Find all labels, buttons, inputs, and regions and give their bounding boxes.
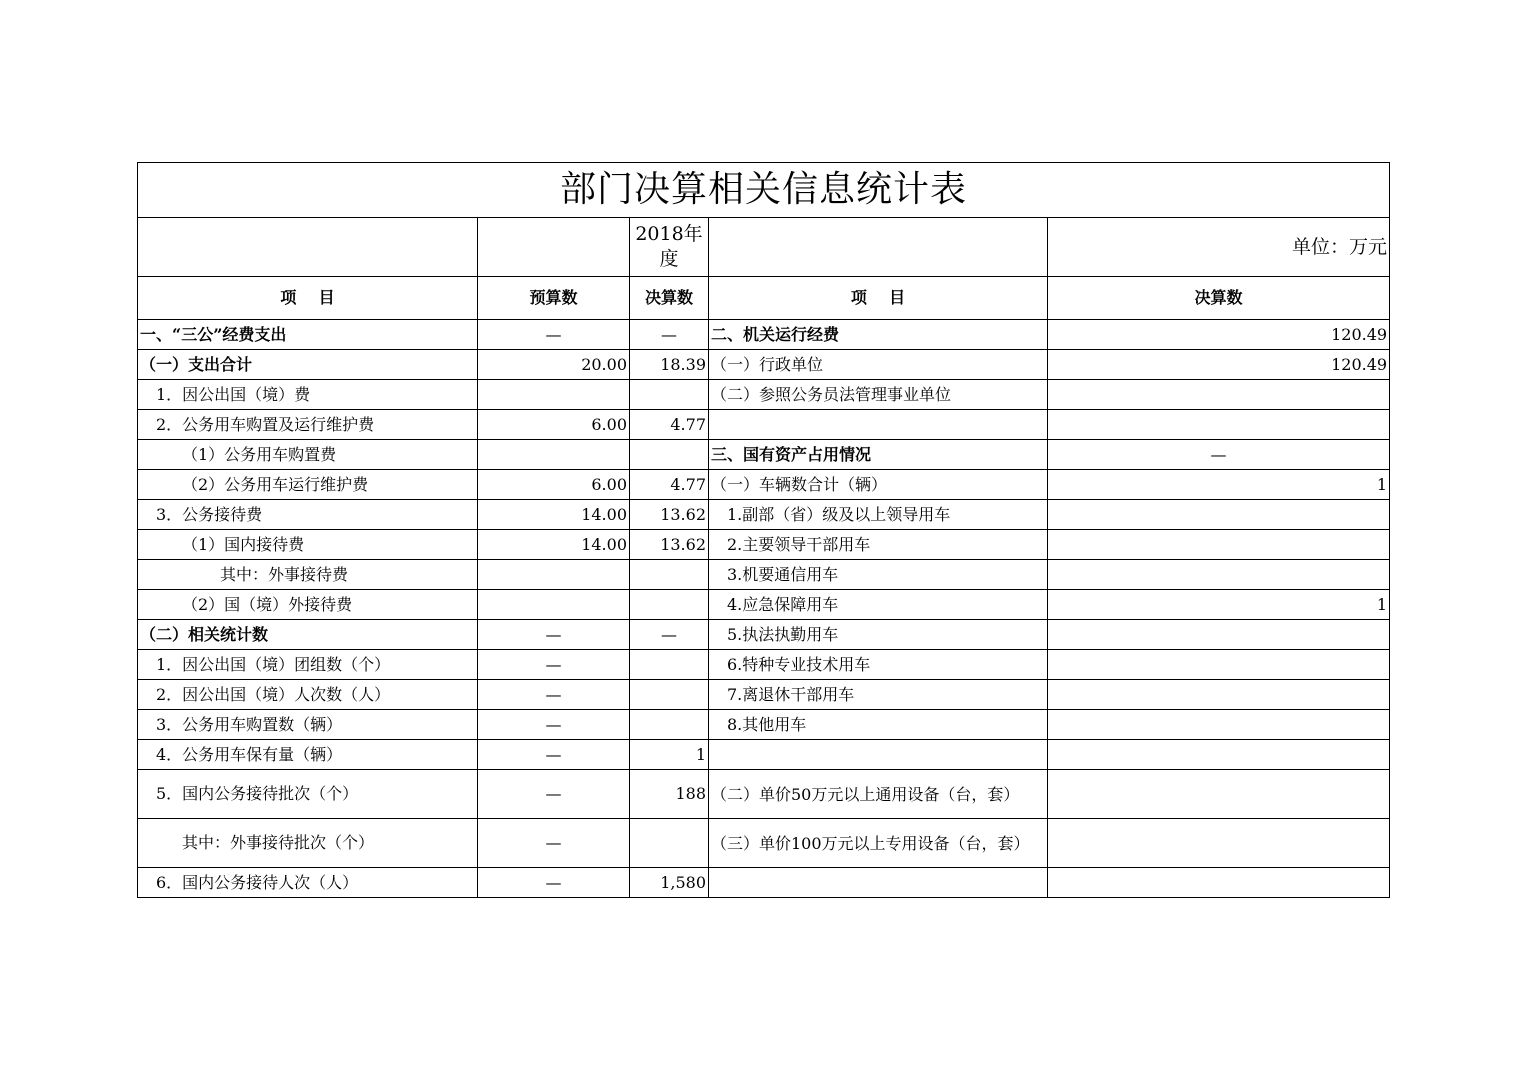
- table-row: [138, 320, 1390, 350]
- left-final: [630, 819, 709, 868]
- left-final: —: [630, 620, 709, 650]
- statistics-sheet: [137, 162, 1389, 898]
- right-item: 1.副部（省）级及以上领导用车: [709, 500, 1048, 530]
- meta-empty-cell: [478, 218, 630, 277]
- right-final: [1048, 410, 1390, 440]
- right-final: [1048, 680, 1390, 710]
- right-final: [1048, 740, 1390, 770]
- right-final: [1048, 650, 1390, 680]
- right-item: 2.主要领导干部用车: [709, 530, 1048, 560]
- right-item: （二）单价50万元以上通用设备（台，套）: [709, 770, 1048, 819]
- right-final: 120.49: [1048, 320, 1390, 350]
- left-item: （一）支出合计: [138, 350, 478, 380]
- table-row: [138, 770, 1390, 819]
- table-row: [138, 710, 1390, 740]
- table-row: [138, 380, 1390, 410]
- right-final: 1: [1048, 470, 1390, 500]
- table-row: [138, 650, 1390, 680]
- table-row: [138, 560, 1390, 590]
- statistics-table: [137, 162, 1390, 898]
- left-budget: [478, 590, 630, 620]
- right-final: [1048, 868, 1390, 898]
- table-row: [138, 620, 1390, 650]
- left-budget: —: [478, 680, 630, 710]
- left-item: （二）相关统计数: [138, 620, 478, 650]
- left-item: （2）国（境）外接待费: [138, 590, 478, 620]
- meta-empty-cell: [709, 218, 1048, 277]
- left-budget: —: [478, 868, 630, 898]
- right-item: （三）单价100万元以上专用设备（台，套）: [709, 819, 1048, 868]
- left-item: 4．公务用车保有量（辆）: [138, 740, 478, 770]
- left-item: （1）公务用车购置费: [138, 440, 478, 470]
- right-item: 三、国有资产占用情况: [709, 440, 1048, 470]
- left-budget: —: [478, 770, 630, 819]
- table-row: [138, 440, 1390, 470]
- left-final: [630, 650, 709, 680]
- header-right-item: 项 目: [709, 277, 1048, 320]
- table-row: [138, 410, 1390, 440]
- left-final: [630, 680, 709, 710]
- left-item: （1）国内接待费: [138, 530, 478, 560]
- left-final: 4.77: [630, 410, 709, 440]
- left-item: 5．国内公务接待批次（个）: [138, 770, 478, 819]
- left-final: [630, 380, 709, 410]
- right-final: 1: [1048, 590, 1390, 620]
- left-item: 2．因公出国（境）人次数（人）: [138, 680, 478, 710]
- left-item: 其中：外事接待费: [138, 560, 478, 590]
- left-budget: 14.00: [478, 530, 630, 560]
- header-left-final: 决算数: [630, 277, 709, 320]
- table-row: [138, 819, 1390, 868]
- left-budget: —: [478, 620, 630, 650]
- left-budget: [478, 380, 630, 410]
- right-item: [709, 868, 1048, 898]
- right-final: [1048, 500, 1390, 530]
- left-budget: —: [478, 740, 630, 770]
- header-left-item: 项 目: [138, 277, 478, 320]
- right-item: 4.应急保障用车: [709, 590, 1048, 620]
- left-budget: —: [478, 710, 630, 740]
- right-final: [1048, 530, 1390, 560]
- left-final: —: [630, 320, 709, 350]
- right-item: （一）车辆数合计（辆）: [709, 470, 1048, 500]
- left-final: [630, 560, 709, 590]
- table-row: [138, 680, 1390, 710]
- title-row: [138, 163, 1390, 218]
- meta-row: [138, 218, 1390, 277]
- unit-label: 单位：万元: [1048, 218, 1390, 277]
- table-row: [138, 530, 1390, 560]
- left-budget: [478, 560, 630, 590]
- left-item: 一、“三公”经费支出: [138, 320, 478, 350]
- left-final: 4.77: [630, 470, 709, 500]
- right-final: [1048, 819, 1390, 868]
- left-budget: 14.00: [478, 500, 630, 530]
- right-item: 3.机要通信用车: [709, 560, 1048, 590]
- left-final: [630, 590, 709, 620]
- right-final: [1048, 770, 1390, 819]
- left-final: 1,580: [630, 868, 709, 898]
- table-row: [138, 350, 1390, 380]
- left-final: 18.39: [630, 350, 709, 380]
- right-item: [709, 410, 1048, 440]
- right-final: [1048, 620, 1390, 650]
- header-right-final: 决算数: [1048, 277, 1390, 320]
- left-final: 1: [630, 740, 709, 770]
- left-item: 1．因公出国（境）费: [138, 380, 478, 410]
- right-final: [1048, 560, 1390, 590]
- right-item: 7.离退休干部用车: [709, 680, 1048, 710]
- left-final: [630, 710, 709, 740]
- left-budget: —: [478, 650, 630, 680]
- header-left-budget: 预算数: [478, 277, 630, 320]
- table-row: [138, 868, 1390, 898]
- left-budget: —: [478, 320, 630, 350]
- left-item: 其中：外事接待批次（个）: [138, 819, 478, 868]
- left-item: 3．公务用车购置数（辆）: [138, 710, 478, 740]
- left-budget: 20.00: [478, 350, 630, 380]
- left-final: 13.62: [630, 500, 709, 530]
- left-final: [630, 440, 709, 470]
- left-item: 3．公务接待费: [138, 500, 478, 530]
- right-item: 8.其他用车: [709, 710, 1048, 740]
- left-item: 2．公务用车购置及运行维护费: [138, 410, 478, 440]
- right-item: 5.执法执勤用车: [709, 620, 1048, 650]
- right-item: 二、机关运行经费: [709, 320, 1048, 350]
- left-budget: 6.00: [478, 470, 630, 500]
- header-row: [138, 277, 1390, 320]
- right-item: （一）行政单位: [709, 350, 1048, 380]
- meta-empty-cell: [138, 218, 478, 277]
- left-item: 1．因公出国（境）团组数（个）: [138, 650, 478, 680]
- left-budget: 6.00: [478, 410, 630, 440]
- left-item: 6．国内公务接待人次（人）: [138, 868, 478, 898]
- table-row: [138, 470, 1390, 500]
- left-final: 188: [630, 770, 709, 819]
- right-final: [1048, 380, 1390, 410]
- table-row: [138, 500, 1390, 530]
- right-item: （二）参照公务员法管理事业单位: [709, 380, 1048, 410]
- right-final: [1048, 710, 1390, 740]
- left-budget: —: [478, 819, 630, 868]
- right-final: 120.49: [1048, 350, 1390, 380]
- left-budget: [478, 440, 630, 470]
- right-item: [709, 740, 1048, 770]
- table-row: [138, 740, 1390, 770]
- table-row: [138, 590, 1390, 620]
- left-final: 13.62: [630, 530, 709, 560]
- right-final: —: [1048, 440, 1390, 470]
- left-item: （2）公务用车运行维护费: [138, 470, 478, 500]
- right-item: 6.特种专业技术用车: [709, 650, 1048, 680]
- page-title: 部门决算相关信息统计表: [138, 163, 1390, 218]
- year-label: 2018年度: [630, 218, 709, 277]
